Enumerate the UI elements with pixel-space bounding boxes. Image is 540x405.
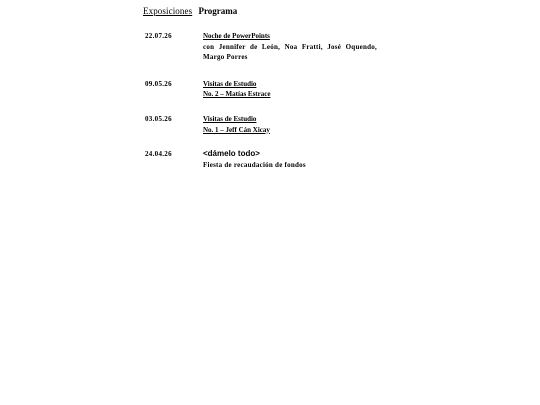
event-details	[203, 31, 377, 63]
event-description: Fiesta de recaudación de fondos	[203, 160, 306, 169]
event-details	[203, 114, 377, 135]
program-entry	[145, 149, 377, 170]
event-subtitle-link[interactable]: No. 2 – Matías Estrace	[203, 90, 271, 99]
event-title-link[interactable]: Visitas de Estudio	[203, 114, 257, 123]
nav-link-exhibitions[interactable]: Exposiciones	[143, 6, 193, 16]
event-date: 09.05.26	[145, 79, 172, 88]
event-details	[203, 149, 377, 170]
program-list	[145, 31, 377, 170]
event-date: 24.04.26	[145, 150, 172, 159]
event-details	[203, 79, 377, 100]
program-entry	[145, 114, 377, 135]
event-date: 03.05.26	[145, 114, 172, 123]
event-title-link[interactable]: Visitas de Estudio	[203, 79, 257, 88]
event-subtitle-link[interactable]: No. 1 – Jeff Cán Xicay	[203, 125, 270, 134]
program-entry	[145, 31, 377, 63]
nav-current-program: Programa	[198, 6, 238, 16]
event-title-link[interactable]: Noche de PowerPoints	[203, 32, 270, 40]
event-description: con Jennifer de León, Noa Fratti, José Oquendo, Margo Porres	[203, 42, 377, 62]
event-title: <dámelo todo>	[203, 149, 260, 159]
top-navigation	[143, 6, 237, 16]
program-entry	[145, 79, 377, 100]
event-date: 22.07.26	[145, 32, 172, 40]
